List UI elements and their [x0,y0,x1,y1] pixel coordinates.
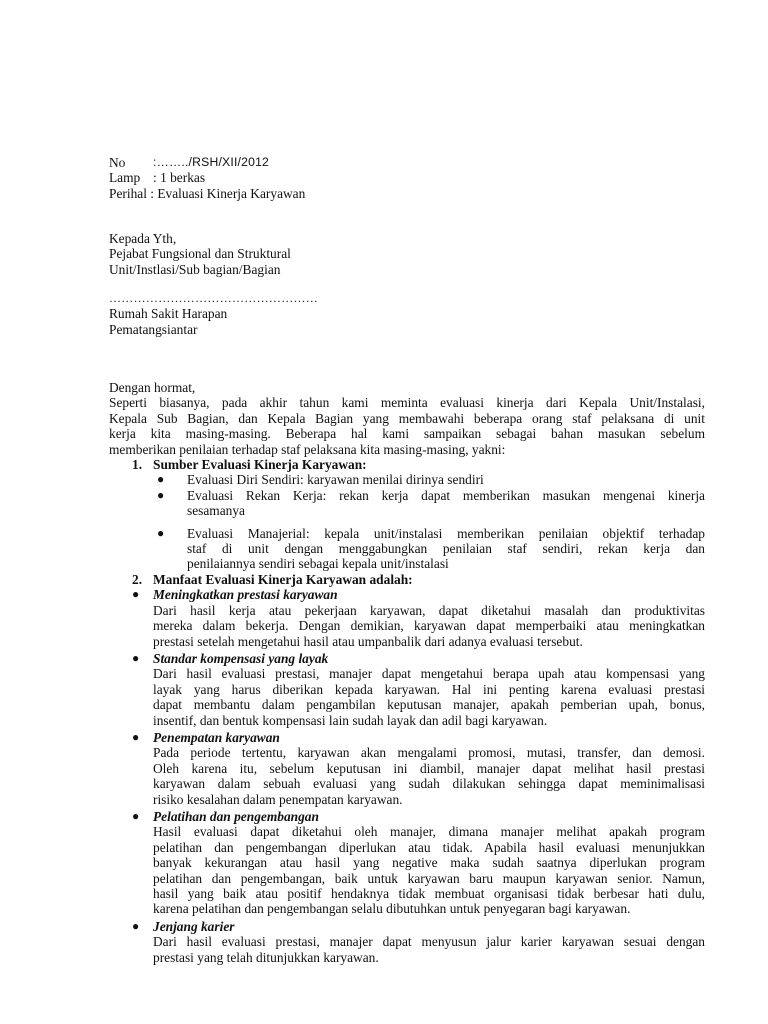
benefit-item [109,587,705,649]
section-title: Manfaat Evaluasi Kinerja Karyawan adalah: [153,571,413,587]
benefit-line: prestasi setelah mengetahui hasil atau umpanbalik dari adanya evaluasi tersebut. [153,633,583,649]
benefit-line: Pada periode tertentu, karyawan akan mengalami promosi, mutasi, transfer, dan demosi. [153,745,705,761]
benefit-item [109,809,705,917]
bullet-icon: ● [157,525,165,540]
bullet-icon: ● [132,808,140,823]
header-lamp-row [109,170,705,185]
benefit-title: Standar kompensasi yang layak [153,650,329,666]
benefit-line: pelatihan dan pengembangan diperlukan atau tidak. Apabila hasil evaluasi menunjukkan [153,839,705,855]
source-list [109,472,705,571]
item-line: staf di unit dengan menggabungkan penilaian staf sendiri, rekan kerja dan [187,541,705,557]
item-line: Evaluasi Diri Sendiri: karyawan menilai dirinya sendiri [187,472,484,488]
intro-line: kerja kita masing-masing. Beberapa hal kami sampaikan sebagai bahan masukan sebelum [109,426,705,442]
benefit-line: Dari hasil evaluasi prestasi, manajer dapat menyusun jalur karier karyawan sesuai dengan [153,934,705,950]
list-item [109,472,705,487]
recipient-line: Unit/Instlasi/Sub bagian/Bagian [109,261,281,277]
recipient-line: Rumah Sakit Harapan [109,306,228,322]
recipient-line: Pejabat Fungsional dan Struktural [109,246,291,262]
benefit-line: karyawan dalam sebuah evaluasi yang sudah dilakukan sehingga dapat meminimalisasi [153,776,705,792]
benefit-line: hasil yang baik atau positif hendaknya tidak membuat organisasi tidak berbesar hati dulu, [153,886,705,901]
bullet-icon: ● [132,650,140,665]
benefit-line: insentif, dan bentuk kompensasi lain sudah layak dan adil bagi karyawan. [153,712,548,728]
recipient-dots: …………………………………………… [109,291,319,305]
benefit-item [109,919,705,965]
recipient-dots-block [109,291,705,337]
letter-body [109,380,705,965]
benefit-line: banyak kekurangan atau hasil yang negative maka sudah saatnya diperlukan program [153,855,705,871]
item-line: sesamanya [187,503,246,519]
benefit-line: dapat membantu dalam pengambilan keputusan manajer, apakah pemberian upah, bonus, [153,697,705,713]
intro-line: Kepala Sub Bagian, dan Kepala Bagian yang membawahi beberapa orang staf pelaksana di unit [109,410,705,426]
bullet-icon: ● [132,918,140,933]
benefit-line: Dari hasil kerja atau pekerjaan karyawan, dapat diketahui masalah dan produktivitas [153,602,705,618]
benefit-line: Dari hasil evaluasi prestasi, manajer dapat mengetahui berapa upah atau kompensasi yang [153,666,705,682]
section-number: 2. [132,571,143,587]
header-no-row [109,155,705,170]
section-1 [109,457,705,472]
list-item [109,526,705,572]
recipient-line: Kepada Yth, [109,231,177,246]
item-line: Evaluasi Manajerial: kepala unit/instalasi memberikan penilaian objektif terhadap [187,525,705,541]
list-item [109,488,705,519]
bullet-icon: ● [132,587,140,602]
intro-line: memberikan penilaian terhadap staf pelaksana kita masing-masing, yakni: [109,441,506,457]
intro-paragraph [109,395,705,457]
benefit-line: risiko kesalahan dalam penempatan karyawan. [153,791,403,807]
benefit-line: pelatihan dan pengembangan, baik untuk karyawan baru maupun karyawan senior. Namun, [153,870,705,886]
recipient-block [109,231,705,277]
section-number: 1. [132,457,143,473]
benefit-line: Oleh karena itu, sebelum keputusan ini diambil, manajer dapat melihat hasil prestasi [153,760,705,776]
intro-line: Seperti biasanya, pada akhir tahun kami meminta evaluasi kinerja dari Kepala Unit/Instalasi, [109,395,705,411]
lamp-label: Lamp [109,170,141,186]
lamp-value: : 1 berkas [153,170,206,186]
benefit-item [109,730,705,807]
greeting: Dengan hormat, [109,380,196,395]
bullet-icon: ● [132,729,140,744]
no-value: :……../RSH/XII/2012 [153,155,270,169]
perihal-text: Perihal : Evaluasi Kinerja Karyawan [109,185,306,201]
section-2 [109,572,705,587]
benefit-line: prestasi yang telah ditunjukkan karyawan. [153,949,379,965]
benefit-item [109,651,705,728]
item-line: penilaiannya sendiri sebagai kepala unit/instalasi [187,556,449,572]
benefit-title: Pelatihan dan pengembangan [153,808,319,824]
benefit-line: mereka dalam bekerja. Dengan demikian, karyawan dapat memperbaiki atau meningkatkan [153,618,705,634]
benefit-line: Hasil evaluasi dapat diketahui oleh manajer, dimana manajer melihat apakah program [153,824,705,840]
benefit-title: Meningkatkan prestasi karyawan [153,587,338,603]
benefit-title: Penempatan karyawan [153,729,280,745]
no-label: No [109,155,126,170]
item-line: Evaluasi Rekan Kerja: rekan kerja dapat memberikan masukan mengenai kinerja [187,487,705,503]
letter-header [109,155,705,201]
benefit-title: Jenjang karier [153,918,235,934]
header-perihal-row [109,186,705,201]
benefit-line: layak yang harus diberikan kepada karyawan. Hal ini penting karena evaluasi prestasi [153,681,705,697]
benefit-line: karena pelatihan dan pengembangan selalu dibutuhkan untuk penyegaran bagi karyawan. [153,901,631,917]
section-title: Sumber Evaluasi Kinerja Karyawan: [153,457,367,473]
bullet-icon: ● [157,472,165,487]
recipient-line: Pematangsiantar [109,321,198,337]
bullet-icon: ● [157,487,165,502]
